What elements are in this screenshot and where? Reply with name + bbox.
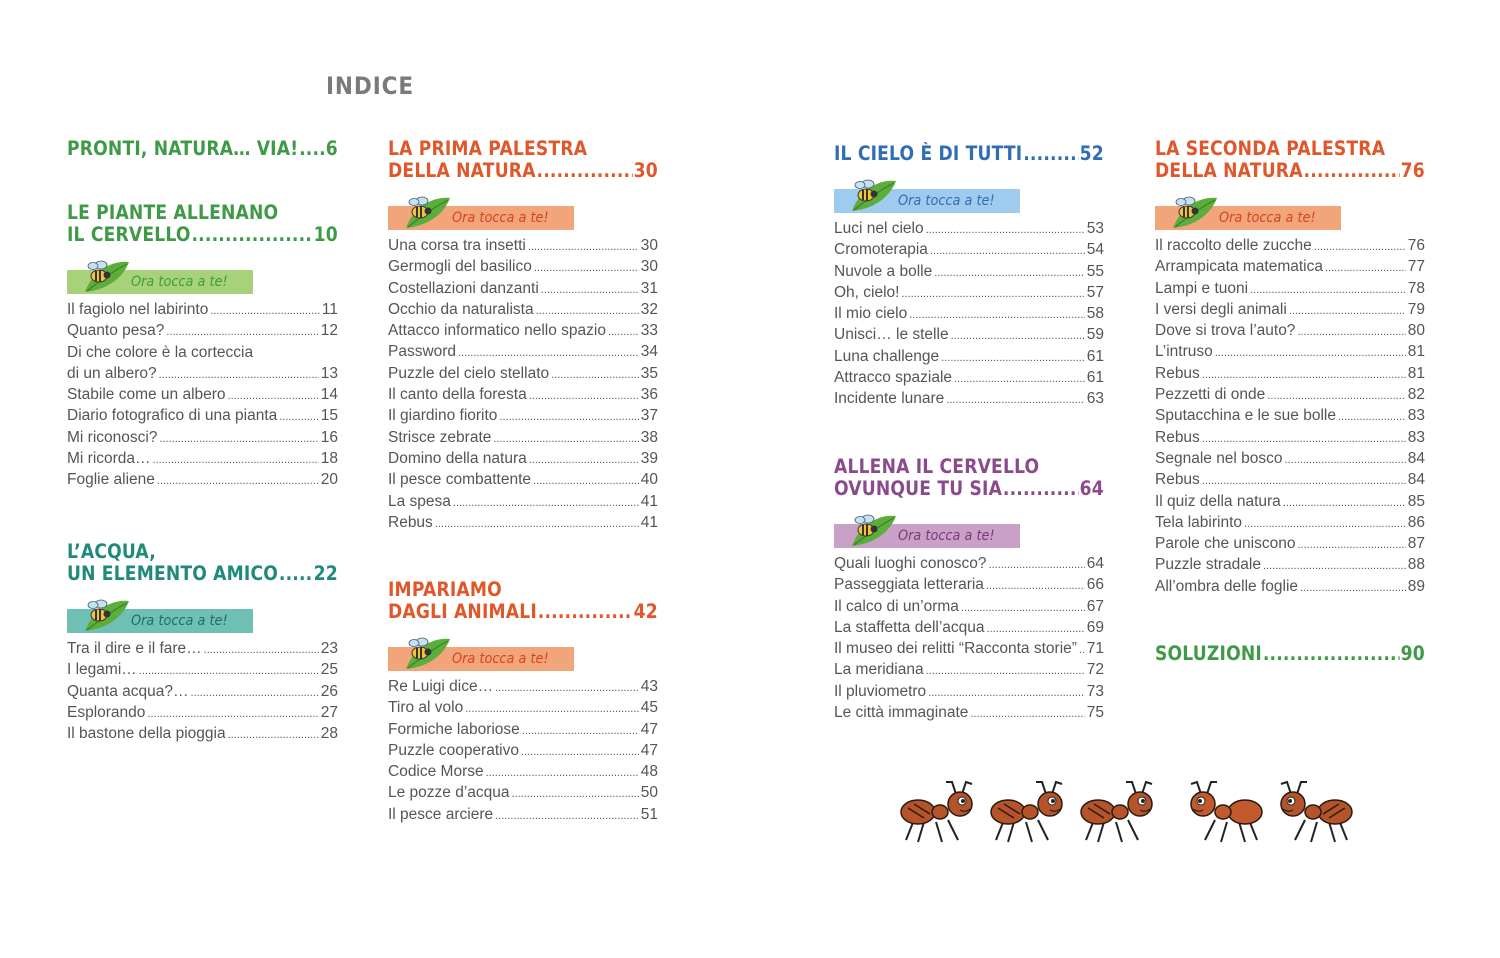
toc-entry[interactable]: Cromoterapia ..... 54 <box>834 241 1104 262</box>
toc-entry[interactable]: Il giardino fiorito ..... 37 <box>388 407 658 428</box>
ant-icon <box>1081 782 1152 842</box>
toc-entry[interactable]: Luna challenge ..... 61 <box>834 348 1104 369</box>
toc-entry[interactable]: Luci nel cielo ..... 53 <box>834 220 1104 241</box>
page-title: INDICE <box>326 72 415 100</box>
toc-entry[interactable]: Incidente lunare ..... 63 <box>834 390 1104 411</box>
entry-list <box>67 640 338 746</box>
toc-entry[interactable]: Tiro al volo ..... 45 <box>388 699 658 720</box>
bee-on-leaf-icon <box>79 256 131 296</box>
toc-entry[interactable]: I versi degli animali ..... 79 <box>1155 301 1425 322</box>
bee-on-leaf-icon <box>846 510 898 550</box>
toc-entry[interactable]: Il quiz della natura ..... 85 <box>1155 493 1425 514</box>
toc-entry[interactable]: Germogli del basilico ..... 30 <box>388 258 658 279</box>
toc-entry[interactable]: Tela labirinto ..... 86 <box>1155 514 1425 535</box>
toc-entry[interactable]: Formiche laboriose ..... 47 <box>388 721 658 742</box>
section-heading[interactable]: SOLUZIONI ..... 90 <box>1155 643 1425 665</box>
toc-entry[interactable]: Il fagiolo nel labirinto ..... 11 <box>67 301 338 322</box>
toc-entry[interactable]: Unisci… le stelle ..... 59 <box>834 326 1104 347</box>
banner-label: Ora tocca a te! <box>452 651 549 667</box>
ant-icon <box>1191 782 1262 842</box>
toc-entry[interactable]: Rebus ..... 81 <box>1155 365 1425 386</box>
toc-entry[interactable]: Puzzle stradale ..... 88 <box>1155 556 1425 577</box>
section-soluzioni <box>1155 643 1425 665</box>
toc-entry[interactable]: Foglie aliene ..... 20 <box>67 471 338 492</box>
ants-illustration <box>895 778 1365 846</box>
toc-entry[interactable]: Le città immaginate ..... 75 <box>834 704 1104 725</box>
ora-tocca-a-te-banner <box>388 204 574 229</box>
section-heading[interactable]: LA PRIMA PALESTRA DELLA NATURA ..... 30 <box>388 138 658 182</box>
section-heading[interactable]: IL CIELO È DI TUTTI ..... 52 <box>834 143 1104 165</box>
toc-entry[interactable]: Rebus ..... 84 <box>1155 471 1425 492</box>
section-heading[interactable]: ALLENA IL CERVELLO OVUNQUE TU SIA ..... 64 <box>834 456 1104 500</box>
toc-entry[interactable]: All’ombra delle foglie ..... 89 <box>1155 578 1425 599</box>
toc-entry[interactable]: Puzzle del cielo stellato ..... 35 <box>388 365 658 386</box>
toc-entry[interactable]: Il canto della foresta ..... 36 <box>388 386 658 407</box>
toc-entry[interactable]: Di che colore è la corteccia <box>67 343 254 361</box>
toc-entry[interactable]: Stabile come un albero ..... 14 <box>67 386 338 407</box>
toc-entry[interactable]: La meridiana ..... 72 <box>834 661 1104 682</box>
toc-entry[interactable]: Puzzle cooperativo ..... 47 <box>388 742 658 763</box>
ora-tocca-a-te-banner <box>67 607 253 632</box>
section-acqua <box>67 541 338 746</box>
entry-list <box>388 237 658 535</box>
toc-entry[interactable]: Il calco di un’orma ..... 67 <box>834 598 1104 619</box>
toc-entry[interactable]: Mi riconosci? ..... 16 <box>67 429 338 450</box>
toc-entry[interactable]: Segnale nel bosco ..... 84 <box>1155 450 1425 471</box>
bee-on-leaf-icon <box>400 633 452 673</box>
section-seconda-palestra <box>1155 138 1425 599</box>
bee-on-leaf-icon <box>400 192 452 232</box>
banner-label: Ora tocca a te! <box>898 193 995 209</box>
entry-list <box>67 301 338 493</box>
toc-entry[interactable]: I legami… ..... 25 <box>67 661 338 682</box>
section-heading[interactable]: IMPARIAMO DAGLI ANIMALI ..... 42 <box>388 579 658 623</box>
section-heading[interactable]: L’ACQUA, UN ELEMENTO AMICO ..... 22 <box>67 541 338 585</box>
ant-icon <box>991 782 1062 842</box>
section-pronti <box>67 138 338 160</box>
toc-entry[interactable]: di un albero? ..... 13 <box>67 365 338 386</box>
toc-entry[interactable]: Il pesce combattente ..... 40 <box>388 471 658 492</box>
toc-entry[interactable]: Lampi e tuoni ..... 78 <box>1155 280 1425 301</box>
toc-entry[interactable]: Il raccolto delle zucche ..... 76 <box>1155 237 1425 258</box>
ora-tocca-a-te-banner <box>834 522 1020 547</box>
toc-entry[interactable]: Strisce zebrate ..... 38 <box>388 429 658 450</box>
toc-entry[interactable]: Quanto pesa? ..... 12 <box>67 322 338 343</box>
toc-entry[interactable]: Il museo dei relitti “Racconta storie” ..... 71 <box>834 640 1104 661</box>
entry-list <box>1155 237 1425 599</box>
toc-entry[interactable]: L’intruso ..... 81 <box>1155 343 1425 364</box>
banner-label: Ora tocca a te! <box>452 210 549 226</box>
toc-entry[interactable]: Password ..... 34 <box>388 343 658 364</box>
banner-label: Ora tocca a te! <box>898 528 995 544</box>
toc-entry[interactable]: Quanta acqua?… ..... 26 <box>67 683 338 704</box>
section-cielo <box>834 143 1104 412</box>
toc-entry[interactable]: Pezzetti di onde ..... 82 <box>1155 386 1425 407</box>
toc-entry[interactable]: La staffetta dell’acqua ..... 69 <box>834 619 1104 640</box>
toc-entry[interactable]: Tra il dire e il fare… ..... 23 <box>67 640 338 661</box>
section-heading[interactable]: PRONTI, NATURA… VIA! ..... 6 <box>67 138 338 160</box>
toc-entry[interactable]: Rebus ..... 83 <box>1155 429 1425 450</box>
toc-entry[interactable]: Il pesce arciere ..... 51 <box>388 806 658 827</box>
toc-entry[interactable]: Mi ricorda… ..... 18 <box>67 450 338 471</box>
section-heading[interactable]: LA SECONDA PALESTRA DELLA NATURA ..... 76 <box>1155 138 1425 182</box>
section-impariamo <box>388 579 658 827</box>
ant-icon <box>1281 782 1352 842</box>
toc-entry[interactable]: Oh, cielo! ..... 57 <box>834 284 1104 305</box>
toc-entry[interactable]: Attacco informatico nello spazio ..... 33 <box>388 322 658 343</box>
toc-entry[interactable]: Il bastone della pioggia ..... 28 <box>67 725 338 746</box>
toc-entry[interactable]: Occhio da naturalista ..... 32 <box>388 301 658 322</box>
entry-list <box>388 678 658 827</box>
ora-tocca-a-te-banner <box>67 268 253 293</box>
toc-entry[interactable]: Il mio cielo ..... 58 <box>834 305 1104 326</box>
entry-list <box>834 555 1104 725</box>
section-piante <box>67 202 338 493</box>
toc-entry[interactable]: La spesa ..... 41 <box>388 493 658 514</box>
ant-icon <box>901 782 972 842</box>
toc-entry[interactable]: Dove si trova l’auto? ..... 80 <box>1155 322 1425 343</box>
toc-entry[interactable]: Codice Morse ..... 48 <box>388 763 658 784</box>
toc-entry[interactable]: Le pozze d’acqua ..... 50 <box>388 784 658 805</box>
toc-entry[interactable]: Il pluviometro ..... 73 <box>834 683 1104 704</box>
section-prima-palestra <box>388 138 658 535</box>
toc-entry[interactable]: Attracco spaziale ..... 61 <box>834 369 1104 390</box>
section-allena <box>834 456 1104 725</box>
banner-label: Ora tocca a te! <box>1219 210 1316 226</box>
toc-entry[interactable]: Quali luoghi conosco? ..... 64 <box>834 555 1104 576</box>
toc-entry[interactable]: Diario fotografico di una pianta ..... 15 <box>67 407 338 428</box>
toc-entry[interactable]: Nuvole a bolle ..... 55 <box>834 263 1104 284</box>
toc-entry[interactable]: Passeggiata letteraria ..... 66 <box>834 576 1104 597</box>
bee-on-leaf-icon <box>79 595 131 635</box>
bee-on-leaf-icon <box>846 175 898 215</box>
ora-tocca-a-te-banner <box>834 187 1020 212</box>
banner-label: Ora tocca a te! <box>131 613 228 629</box>
toc-entry[interactable]: Una corsa tra insetti ..... 30 <box>388 237 658 258</box>
toc-entry[interactable]: Arrampicata matematica ..... 77 <box>1155 258 1425 279</box>
toc-entry[interactable]: Domino della natura ..... 39 <box>388 450 658 471</box>
ora-tocca-a-te-banner <box>1155 204 1341 229</box>
banner-label: Ora tocca a te! <box>131 274 228 290</box>
toc-entry[interactable]: Sputacchina e le sue bolle ..... 83 <box>1155 407 1425 428</box>
entry-list <box>834 220 1104 412</box>
toc-entry[interactable]: Esplorando ..... 27 <box>67 704 338 725</box>
toc-entry[interactable]: Parole che uniscono ..... 87 <box>1155 535 1425 556</box>
toc-entry[interactable]: Rebus ..... 41 <box>388 514 658 535</box>
toc-entry[interactable]: Costellazioni danzanti ..... 31 <box>388 280 658 301</box>
section-heading[interactable]: LE PIANTE ALLENANO IL CERVELLO ..... 10 <box>67 202 338 246</box>
bee-on-leaf-icon <box>1167 192 1219 232</box>
ora-tocca-a-te-banner <box>388 645 574 670</box>
toc-entry[interactable]: Re Luigi dice… ..... 43 <box>388 678 658 699</box>
